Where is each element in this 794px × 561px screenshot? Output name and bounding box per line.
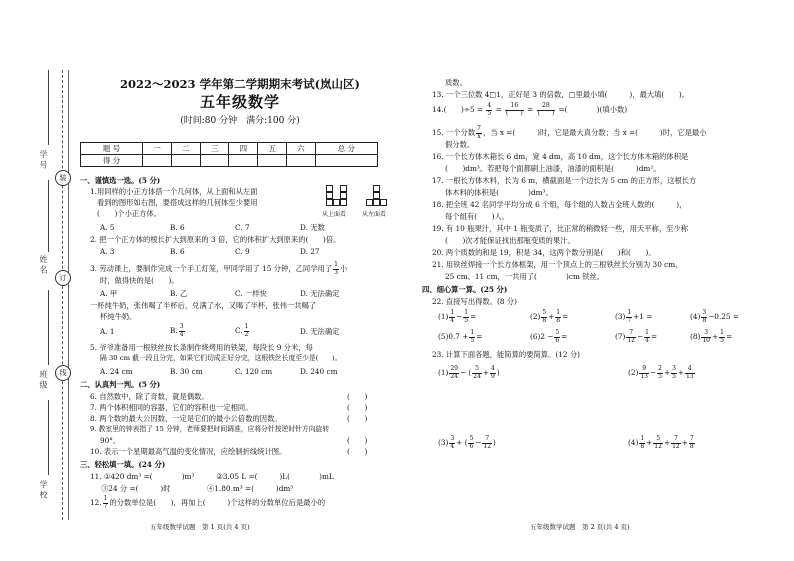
expr-frac xyxy=(472,366,482,380)
q3-option-a[interactable]: A. 甲 xyxy=(100,289,118,298)
footer-page-1: 五年级数学试题 第 1 页(共 4 页) xyxy=(150,523,250,531)
fraction-denominator: 8 xyxy=(556,316,561,324)
calc-item-2 xyxy=(530,310,568,324)
q2-option-d[interactable]: D. 27 xyxy=(300,247,320,256)
calc-tail: 1 = xyxy=(639,312,653,321)
fraction-denominator: 4 xyxy=(179,330,184,338)
fraction-numerator: 1 xyxy=(244,323,249,330)
expr-op: + xyxy=(663,438,671,447)
fraction-numerator: 29 xyxy=(450,365,458,372)
calc-tail: = xyxy=(470,312,477,321)
q3-option-d[interactable]: D. 无法确定 xyxy=(300,289,340,298)
q15-line2: 假分数。 xyxy=(445,140,475,149)
fraction-denominator: 7 xyxy=(627,316,632,324)
expr-frac xyxy=(490,366,496,380)
exam-page-2 xyxy=(400,0,794,561)
expr-op: + xyxy=(482,368,490,377)
q3-fraction xyxy=(333,262,339,276)
calc-item-4 xyxy=(690,310,739,324)
left-view-figure xyxy=(366,185,392,209)
fraction-denominator: 24 xyxy=(450,372,458,380)
expr-op: + xyxy=(681,438,688,447)
q1-option-c[interactable]: C. 7 xyxy=(235,223,250,232)
q5-option-c[interactable]: C. 120 cm xyxy=(235,367,273,376)
option-label: B. xyxy=(170,326,178,335)
fraction-denominator: 4 xyxy=(450,316,455,324)
judge-answer-7[interactable]: ( ) xyxy=(347,403,368,412)
fraction-numerator: 4 xyxy=(491,365,495,372)
binding-mark-xian: 线 xyxy=(55,365,71,381)
fraction-denominator: 8 xyxy=(640,442,645,450)
fraction-numerator: 7 xyxy=(671,436,681,444)
equals-sign: = xyxy=(495,105,502,114)
q16-line2: ( )dm³。若把每个面都刷上油漆，油漆的面积是( )dm²。 xyxy=(445,164,661,173)
fraction-denominator: 5 xyxy=(487,109,492,117)
q3-text-a: 3. 劳动课上，要制作完成一个手工灯笼，甲同学用了 15 分钟，乙同学用了 xyxy=(90,264,333,273)
calc-frac-b xyxy=(554,330,560,344)
school-line[interactable] xyxy=(48,400,49,475)
figure-square xyxy=(340,185,347,192)
fraction-numerator: 5 xyxy=(555,329,560,336)
calc-tail: = xyxy=(650,332,658,341)
section2-title: 二、认真判一判。(5 分) xyxy=(80,380,161,389)
fraction-numerator: 1 xyxy=(334,261,338,268)
expr-op: + xyxy=(677,368,685,377)
q15-line1 xyxy=(432,126,707,140)
q17-line2: 体木料的体积是( )dm³。 xyxy=(445,188,553,197)
q19-line1: 19. 有 10 瓶果汁，其中 1 瓶变质了，比正常的稍微轻一些，用天平称，至少称 xyxy=(432,224,689,233)
fraction-denominator: 4 xyxy=(645,336,649,344)
expr-op: − xyxy=(649,368,657,377)
calc-tail: = xyxy=(725,332,733,341)
calc-frac-a xyxy=(626,310,632,324)
footer-page-2: 五年级数学试题 第 2 页(共 4 页) xyxy=(530,523,630,531)
calc-frac-a xyxy=(701,310,707,324)
q19-line2: ( )次才能保证找出那瓶变质的果汁。 xyxy=(445,236,575,245)
fraction-numerator: 1 xyxy=(720,329,724,336)
calc-frac-a xyxy=(626,330,636,344)
fraction-numerator: 28 xyxy=(537,103,556,111)
fraction-numerator: 1 xyxy=(627,309,632,316)
score-table-score-row xyxy=(81,155,378,167)
fraction-denominator: 8 xyxy=(702,316,707,324)
fraction-numerator: 3 xyxy=(672,365,676,372)
option-fraction xyxy=(244,324,250,338)
q1-line3: ( )个小正方体。 xyxy=(97,209,162,218)
figure-square xyxy=(373,199,380,206)
judge-item-8: 8. 两个数的最大公因数，一定是它们的最小公倍数的因数。 xyxy=(90,414,282,423)
expr-frac xyxy=(468,436,474,450)
expr-id: (3) xyxy=(438,438,449,447)
calc-id: (7) xyxy=(615,332,626,341)
q14-part-a: 14.( )÷5 = xyxy=(432,105,484,114)
fraction-numerator: 7 xyxy=(689,435,694,442)
expr-frac xyxy=(449,436,455,450)
calc-id: (3) xyxy=(615,312,626,321)
calc-id: (1) xyxy=(438,312,449,321)
fraction-numerator: 16 xyxy=(505,103,524,111)
expr-frac xyxy=(639,436,645,450)
q3-option-b[interactable]: B. 乙 xyxy=(170,289,188,298)
q2-option-a[interactable]: A. 3 xyxy=(100,247,115,256)
fraction-numerator: 1 xyxy=(450,309,455,316)
figure-square xyxy=(380,199,387,206)
calc-id: (8) xyxy=(690,332,701,341)
fraction-numerator: 3 xyxy=(701,330,711,338)
fraction-denominator: 5 xyxy=(464,316,469,324)
q4-line2: 杯纯牛奶。 xyxy=(100,312,137,321)
calc-id: (6) xyxy=(530,332,541,341)
q21-line1: 21. 用铁丝焊接一个长方体框架，用一个顶点上的三根铁丝长分别为 30 cm、 xyxy=(432,260,683,269)
figure-square xyxy=(373,185,380,192)
fraction-denominator: 9 xyxy=(491,372,495,380)
expr-frac xyxy=(671,366,677,380)
q2-option-c[interactable]: C. 9 xyxy=(235,247,250,256)
class-label: 班 级 xyxy=(39,370,48,389)
fraction-numerator: 4 xyxy=(685,366,695,374)
judge-answer-6[interactable]: ( ) xyxy=(347,392,368,401)
student-id-label: 学 号 xyxy=(39,150,48,169)
exam-title: 2022～2023 学年第二学期期末考试(岚山区) xyxy=(120,77,360,91)
q4-option-c[interactable] xyxy=(235,324,250,338)
fraction-numerator: 1 xyxy=(470,329,475,336)
q12-text: 的分数单位是( )，再加上( )个这样的分数单位后是最小的 xyxy=(109,498,326,507)
calc-operator: + xyxy=(711,332,719,341)
fraction-denominator: 5 xyxy=(470,336,475,344)
q1-option-d[interactable]: D. 无数 xyxy=(300,223,325,232)
option-fraction xyxy=(179,324,185,338)
option-label: C. xyxy=(235,326,243,335)
fraction-numerator: 5 xyxy=(542,309,547,316)
fraction-numerator: 7 xyxy=(477,125,481,132)
figure-square xyxy=(333,199,340,206)
expr-frac xyxy=(689,436,695,450)
calc-frac-a xyxy=(541,310,547,324)
figure-square xyxy=(366,199,373,206)
calc-item-1 xyxy=(438,310,476,324)
q4-option-d[interactable]: D. 无法确定 xyxy=(300,327,340,336)
score-cell[interactable] xyxy=(171,155,200,167)
cut-line-solid xyxy=(68,70,69,520)
q2-text: 2. 把一个正方体的棱长扩大到原来的 3 倍，它的体积扩大到原来的( )倍。 xyxy=(90,235,341,244)
q5-option-a[interactable]: A. 24 cm xyxy=(100,367,133,376)
q3-text-b: 小 xyxy=(339,264,348,273)
q15-part-a: 15. 一个分数 xyxy=(432,128,476,137)
fraction-numerator: 4 xyxy=(487,102,492,109)
score-row-label: 得 分 xyxy=(81,155,143,167)
score-cell[interactable] xyxy=(315,155,377,167)
q12-number: 12. xyxy=(90,498,102,507)
q5-line2: 隔 30 cm 截一段且分完，如果它们切成正好分完，这根铁丝长度至少是( )。 xyxy=(100,354,342,362)
fraction-numerator: 5 xyxy=(472,366,482,374)
q1-option-b[interactable]: B. 6 xyxy=(170,223,185,232)
score-header-cell: 题 号 xyxy=(81,143,143,155)
expr-2 xyxy=(628,366,696,380)
q16-line1: 16. 一个长方体木箱长 6 dm，宽 4 dm，高 10 dm，这个长方体木箱的体积是 xyxy=(432,152,689,161)
fraction-denominator: 24 xyxy=(473,372,481,380)
fraction-numerator: 1 xyxy=(556,309,561,316)
name-label: 姓 名 xyxy=(39,255,48,274)
expr-frac xyxy=(685,366,695,380)
fraction-denominator: x xyxy=(477,132,481,140)
equals-sign: = xyxy=(527,105,534,114)
calc-id: (4) xyxy=(690,312,701,321)
figure-square xyxy=(340,192,347,199)
q3-line1 xyxy=(90,262,347,276)
expr-op: − ( xyxy=(459,368,472,377)
fraction-denominator: 13 xyxy=(686,372,694,380)
q1-option-a[interactable]: A. 5 xyxy=(100,223,115,232)
q14-fraction-1 xyxy=(486,103,492,117)
fraction-numerator: 3 xyxy=(179,323,184,330)
q1-line2: 看到的图形如右图，要搭成这样的几何体至少要用 xyxy=(97,198,258,207)
calc-item-6 xyxy=(530,330,567,344)
expr-op: ) xyxy=(493,438,496,447)
q14-fraction-2 xyxy=(505,103,524,117)
calc-tail: = xyxy=(476,332,483,341)
score-header-cell: 三 xyxy=(200,143,229,155)
time-score-info: (时间:80 分钟 满分:100 分) xyxy=(180,116,300,126)
fraction-denominator: 4 xyxy=(450,442,455,450)
fraction-denominator: 8 xyxy=(542,316,547,324)
expr-id: (4) xyxy=(628,438,639,447)
q17-line1: 17. 一根长方体木料，长为 6 m，横截面是一个边长为 5 cm 的正方形，这根长方 xyxy=(432,176,697,185)
fraction-numerator: 5 xyxy=(469,435,474,442)
fraction-denominator[interactable]: ( ) xyxy=(506,109,523,117)
expr-op: ) xyxy=(496,368,500,377)
fraction-numerator: 1 xyxy=(645,329,649,336)
score-header-cell: 五 xyxy=(258,143,287,155)
q5-option-d[interactable]: D. 240 cm xyxy=(300,367,338,376)
score-cell[interactable] xyxy=(200,155,229,167)
fraction-denominator[interactable]: ( ) xyxy=(537,109,555,117)
fraction-denominator: 2 xyxy=(244,330,249,338)
calc-frac-a xyxy=(701,330,711,344)
calc-tail: = xyxy=(562,312,569,321)
fraction-denominator: 6 xyxy=(469,442,474,450)
figure-square xyxy=(326,185,333,192)
score-cell[interactable] xyxy=(229,155,258,167)
fraction-numerator: 1 xyxy=(640,435,645,442)
expr-op: + xyxy=(646,438,653,447)
fraction-numerator: 3 xyxy=(702,309,707,316)
calc-operator: 0.7 + xyxy=(448,332,469,341)
calc-id: (2) xyxy=(530,312,541,321)
judge-answer-9[interactable]: ( ) xyxy=(347,436,368,445)
expr-op: + xyxy=(663,368,671,377)
section3-title: 三、轻松填一填。(24 分) xyxy=(80,460,166,469)
fraction-denominator: 10 xyxy=(702,336,710,344)
q18-line2: 每个组有( )人。 xyxy=(445,212,510,221)
score-table-header-row xyxy=(81,143,378,155)
fraction-denominator: 5 xyxy=(658,372,662,380)
judge-answer-8[interactable]: ( ) xyxy=(347,414,368,423)
class-line[interactable] xyxy=(48,290,49,365)
q1-line1: 1.用同样的小正方体搭一个几何体，从上面和从左面 xyxy=(90,187,258,196)
score-cell[interactable] xyxy=(258,155,287,167)
calc-item-8 xyxy=(690,330,732,344)
cut-line-dashed xyxy=(62,70,63,520)
q12-continuation: 质数。 xyxy=(445,78,467,87)
fraction-denominator: 6 xyxy=(555,336,560,344)
fraction-numerator: 7 xyxy=(482,436,492,444)
top-view-figure xyxy=(326,185,360,209)
q22-title: 22. 直接写出得数。(8 分) xyxy=(432,297,517,306)
expr-3 xyxy=(438,436,496,450)
fraction-denominator: 5 xyxy=(720,336,724,344)
top-view-label: 从上面看 xyxy=(322,211,347,218)
calc-operator: + xyxy=(548,312,555,321)
q14-fraction-3 xyxy=(537,103,556,117)
calc-frac-a xyxy=(449,310,455,324)
fraction-denominator: 12 xyxy=(672,442,680,450)
q20-text: 20. 两个质数的和是 19，积是 34，这两个数分别是( )和( )。 xyxy=(432,248,656,257)
section4-title: 四、细心算一算。(25 分) xyxy=(422,285,508,294)
score-table xyxy=(80,142,378,167)
binding-mark-zhuang: 装 xyxy=(55,170,71,186)
judge-item-10: 10. 表示一个星期最高气温的变化情况，应绘制折线统计图。 xyxy=(90,447,287,456)
calc-frac-b xyxy=(469,330,475,344)
judge-item-7: 7. 两个体积相同的容器，它们的容积也一定相同。 xyxy=(90,403,253,412)
q2-option-b[interactable]: B. 6 xyxy=(170,247,185,256)
calc-item-7 xyxy=(615,330,657,344)
expr-frac xyxy=(449,366,459,380)
figure-square xyxy=(326,199,333,206)
fraction-numerator: 9 xyxy=(639,366,649,374)
judge-item-9: 9. 教室里的钟表指了 15 分钟，老师要把时间调准，应将分针按逆时针方向旋转 xyxy=(90,425,330,433)
subject-title: 五年级数学 xyxy=(199,93,280,111)
q12-line xyxy=(90,496,325,510)
name-line[interactable] xyxy=(48,180,49,252)
calc-operator: + xyxy=(633,312,640,321)
calc-operator: 2 − xyxy=(540,332,554,341)
fraction-numerator: 1 xyxy=(464,309,469,316)
q5-option-b[interactable]: B. 30 cm xyxy=(170,367,203,376)
q18-line1: 18. 把全班 42 名同学平均分成 6 个组，每个组的人数占全班人数的( )， xyxy=(432,200,687,209)
score-header-cell: 总 分 xyxy=(315,143,377,155)
expr-frac xyxy=(639,366,649,380)
calc-frac-b xyxy=(555,310,561,324)
left-view-label: 从左面看 xyxy=(362,211,387,218)
figure-square xyxy=(326,192,333,199)
fraction-numerator: 5 xyxy=(653,436,663,444)
calc-operator: − xyxy=(708,312,715,321)
calc-item-3 xyxy=(615,310,652,324)
fraction-denominator: 7 xyxy=(103,502,108,510)
q3-option-c[interactable]: C. 一样快 xyxy=(235,289,267,298)
expr-frac xyxy=(482,436,492,450)
judge-answer-10[interactable]: ( ) xyxy=(347,447,368,456)
q11-line1: 11. ①420 dm³ =( )m³ ②3.05 L =( )L( )mL xyxy=(90,472,334,481)
score-header-cell: 六 xyxy=(286,143,315,155)
fraction-denominator: 3 xyxy=(334,268,338,276)
q4-option-b[interactable] xyxy=(170,324,186,338)
section1-title: 一、谨慎选一选。(5 分) xyxy=(80,176,161,185)
expr-4 xyxy=(628,436,696,450)
expr-frac xyxy=(671,436,681,450)
expr-frac xyxy=(657,366,663,380)
score-header-cell: 四 xyxy=(229,143,258,155)
fraction-numerator: 1 xyxy=(103,495,108,502)
q21-line2: 25 cm、11 cm，一共用了( )cm 铁丝。 xyxy=(445,272,605,281)
fraction-denominator: 8 xyxy=(689,442,694,450)
figure-square xyxy=(340,199,347,206)
calc-frac-b xyxy=(719,330,725,344)
calc-tail: 0.25 = xyxy=(714,312,739,321)
score-header-cell: 二 xyxy=(171,143,200,155)
q3-line2: 时，做得快的是( )。 xyxy=(100,276,179,285)
calc-frac-b xyxy=(644,330,650,344)
calc-tail: = xyxy=(561,332,568,341)
fraction-denominator: 13 xyxy=(640,372,648,380)
q14-part-d: =( )(填小数) xyxy=(558,105,628,114)
expr-id: (1) xyxy=(438,368,449,377)
q15-part-b: ，当 x =( )时，它是最大真分数；当 x =( )时，它是最小 xyxy=(482,128,707,137)
fraction-denominator: 5 xyxy=(672,372,676,380)
calc-operator: − xyxy=(636,332,644,341)
calc-item-5 xyxy=(438,330,482,344)
binding-mark-ding: 订 xyxy=(55,270,71,286)
q15-fraction xyxy=(476,126,482,140)
score-cell[interactable] xyxy=(286,155,315,167)
q12-fraction xyxy=(103,496,109,510)
score-cell[interactable] xyxy=(143,155,172,167)
fraction-numerator: 3 xyxy=(450,435,455,442)
fraction-denominator: 12 xyxy=(627,336,635,344)
expr-1 xyxy=(438,366,500,380)
fraction-denominator: 12 xyxy=(483,442,492,450)
q11-line2: ③24 分 =( )时 ④1.80 m³ =( )dm³ xyxy=(101,484,294,493)
calc-id: (5) xyxy=(438,332,449,341)
calc-operator: − xyxy=(456,312,463,321)
fraction-numerator: 7 xyxy=(626,330,636,338)
expr-frac xyxy=(653,436,663,450)
q23-title: 23. 计算下面各题，能简算的要简算。(12 分) xyxy=(432,350,580,359)
school-label: 学 校 xyxy=(39,480,48,499)
judge-item-6: 6. 自然数中，除了奇数，就是偶数。 xyxy=(90,392,209,401)
expr-id: (2) xyxy=(628,368,639,377)
figure-square xyxy=(373,192,380,199)
fraction-numerator: 2 xyxy=(658,365,662,372)
calc-frac-b xyxy=(463,310,469,324)
student-id-line[interactable] xyxy=(48,70,49,145)
score-header-cell: 一 xyxy=(143,143,172,155)
expr-op: − xyxy=(475,438,482,447)
q4-option-a[interactable]: A. 1 xyxy=(100,327,115,336)
q5-line1: 5. 爷爷准备用一根铁丝按长条制作烧烤用的铁架，每段长 9 分米，每 xyxy=(90,343,313,352)
fraction-denominator: 12 xyxy=(654,442,662,450)
q13-text: 13. 一个三位数 4□1，正好是 3 的倍数，□里最小填( )，最大填( )。 xyxy=(432,90,689,99)
judge-item-9-line2: 90°。 xyxy=(100,436,121,445)
q4-line1: 一杯纯牛奶，张伟喝了半杯后，兑满了水，又喝了半杯，张伟一共喝了 xyxy=(90,301,317,310)
expr-op: + ( xyxy=(456,438,468,447)
q14-line xyxy=(432,103,627,117)
